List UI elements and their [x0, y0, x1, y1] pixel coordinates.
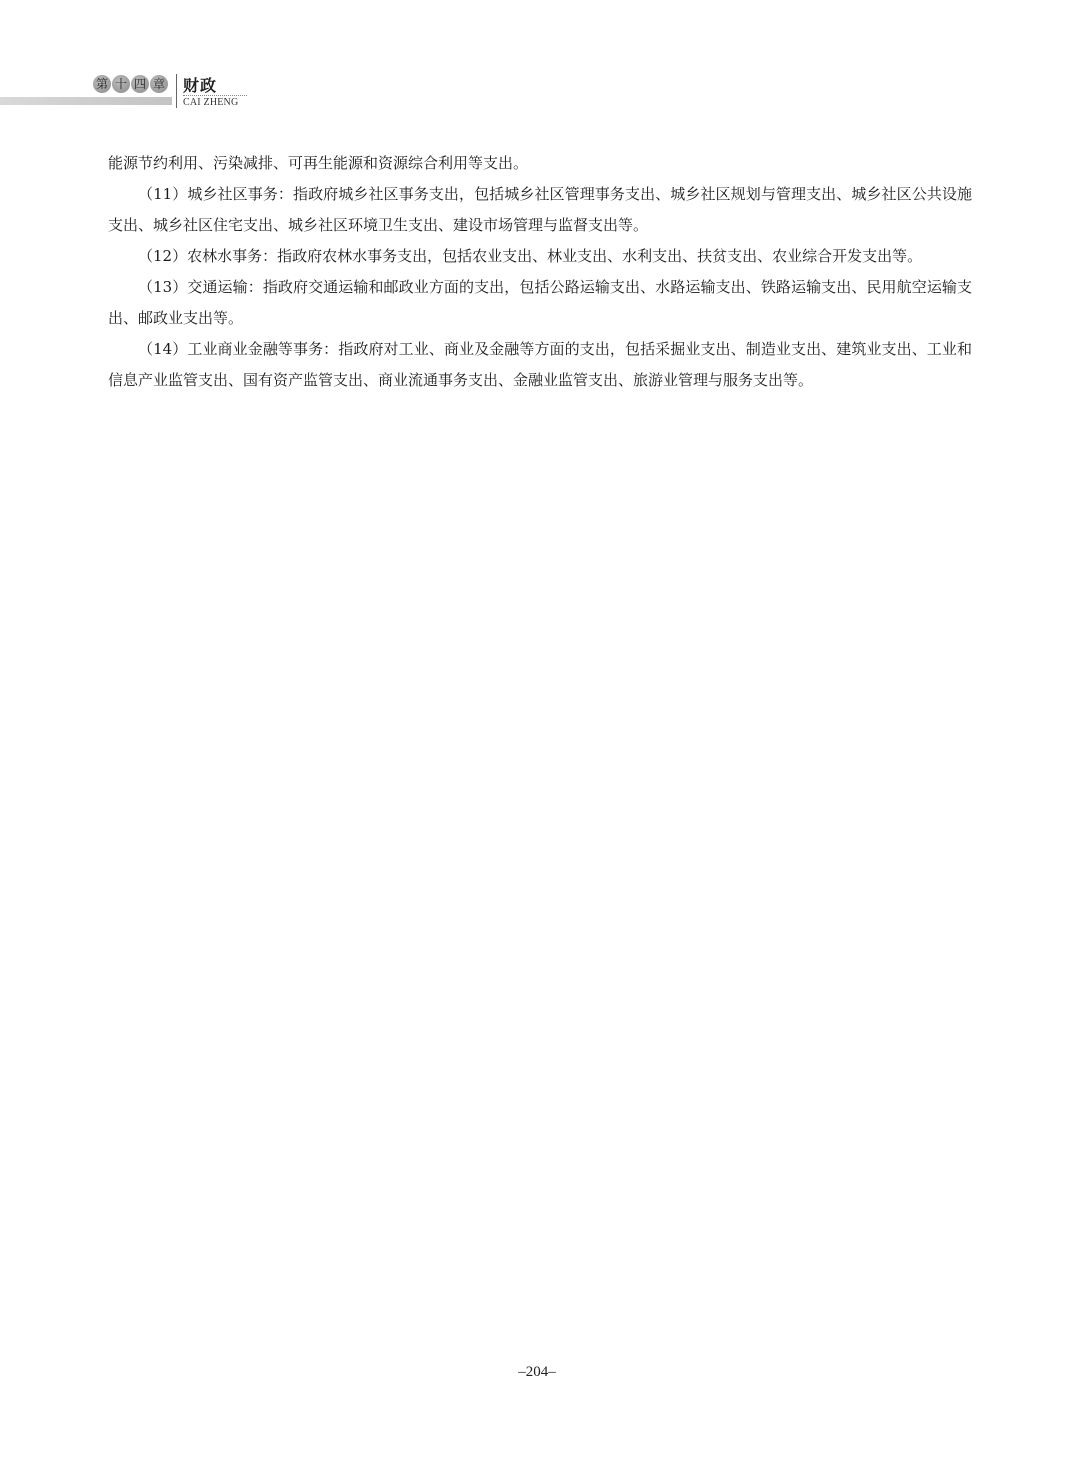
paragraph: 能源节约利用、污染减排、可再生能源和资源综合利用等支出。	[108, 154, 529, 172]
body-text	[108, 148, 972, 396]
running-header	[0, 70, 260, 114]
chapter-title-pinyin: CAI ZHENG	[183, 97, 239, 108]
header-bar	[0, 97, 172, 105]
chapter-title: 财政	[183, 76, 218, 95]
page-number: –204–	[518, 1364, 556, 1380]
chapter-char: 四	[131, 75, 149, 93]
paragraph: （14）工业商业金融等事务：指政府对工业、商业及金融等方面的支出，包括采掘业支出、制造业支出、建筑业支出、工业和信息产业监管支出、国有资产监管支出、商业流通事务支出、金融业监管支出、旅游业管理与服务支出等。	[108, 340, 972, 389]
paragraph: （12）农林水事务：指政府农林水事务支出，包括农业支出、林业支出、水利支出、扶贫支出、农业综合开发支出等。	[138, 247, 923, 265]
chapter-label	[93, 75, 168, 93]
header-rule	[183, 95, 247, 96]
paragraph: （11）城乡社区事务：指政府城乡社区事务支出，包括城乡社区管理事务支出、城乡社区规划与管理支出、城乡社区公共设施支出、城乡社区住宅支出、城乡社区环境卫生支出、建设市场管理与监督支出等。	[108, 185, 972, 234]
chapter-char: 章	[150, 75, 168, 93]
chapter-char: 十	[112, 75, 130, 93]
header-divider	[176, 74, 177, 108]
chapter-char: 第	[93, 75, 111, 93]
paragraph: （13）交通运输：指政府交通运输和邮政业方面的支出，包括公路运输支出、水路运输支出、铁路运输支出、民用航空运输支出、邮政业支出等。	[108, 278, 972, 327]
